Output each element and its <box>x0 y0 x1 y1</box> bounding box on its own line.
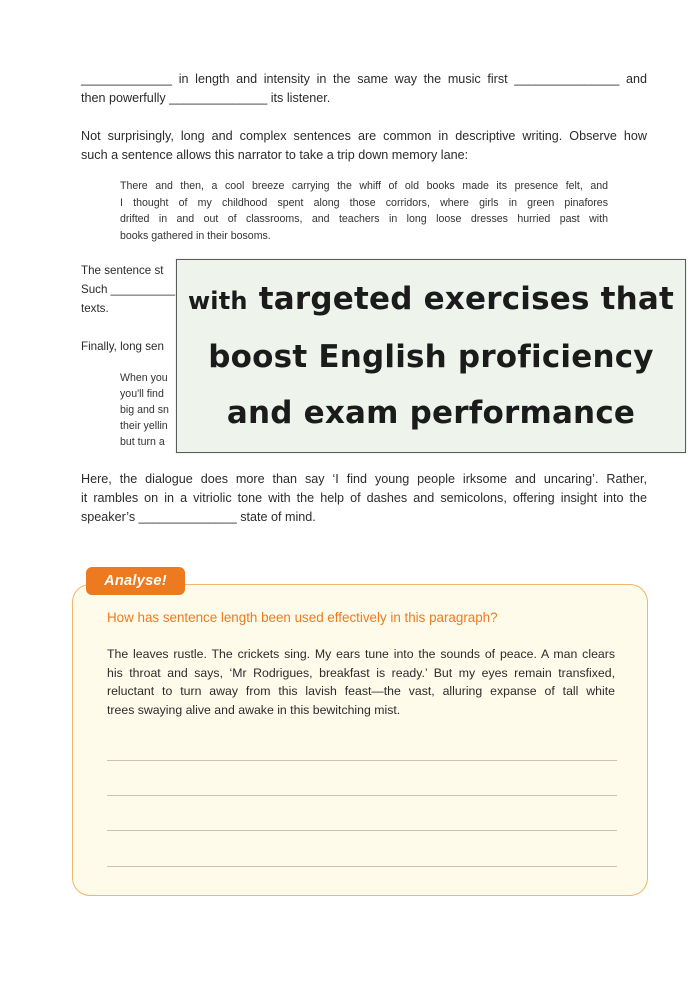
overlay-line-1-text: targeted exercises that <box>258 281 675 317</box>
analyse-question: How has sentence length been used effectively in this paragraph? <box>107 610 498 625</box>
memory-quote <box>120 178 608 244</box>
dialogue-quote-line-1: When you <box>120 372 168 384</box>
analyse-paragraph <box>107 645 615 719</box>
intro-line-1: _____________ in length and intensity in the same way the music first _______________ and <box>81 72 647 86</box>
dialogue-quote-line-3: big and sn <box>120 404 169 416</box>
sentence-para-line-2: Such __________ <box>81 283 176 296</box>
answer-line-4[interactable] <box>107 866 617 867</box>
overlay-with-word: with <box>187 287 248 315</box>
descriptive-paragraph <box>81 127 647 165</box>
promo-overlay-banner <box>176 259 686 453</box>
overlay-line-2: boost English proficiency <box>208 339 654 375</box>
answer-line-2[interactable] <box>107 795 617 796</box>
sentence-para-line-3: texts. <box>81 302 109 315</box>
intro-paragraph <box>81 70 647 108</box>
sentence-para-line-1: The sentence st <box>81 264 164 277</box>
intro-line-2: then powerfully ______________ its listener. <box>81 91 331 105</box>
analyse-line-2: his throat and says, ‘Mr Rodrigues, breakfast is ready.’ But my eyes remain transfixed, <box>107 665 615 680</box>
answer-line-3[interactable] <box>107 830 617 831</box>
memory-quote-line-4: books gathered in their bosoms. <box>120 229 271 242</box>
memory-quote-line-1: There and then, a cool breeze carrying the whiff of old books made its presence felt, and <box>120 180 608 192</box>
descriptive-line-1: Not surprisingly, long and complex sentences are common in descriptive writing. Observe how <box>81 129 647 143</box>
dialogue-quote-line-5: but turn a <box>120 436 165 448</box>
memory-quote-line-2: I thought of my childhood spent along those corridors, where girls in green pinafores <box>120 196 608 209</box>
answer-line-1[interactable] <box>107 760 617 761</box>
dialogue-line-3: speaker’s ______________ state of mind. <box>81 510 316 524</box>
dialogue-quote-line-2: you'll find <box>120 388 164 400</box>
dialogue-line-2: it rambles on in a vitriolic tone with the help of dashes and semicolons, offering insight into the <box>81 491 647 505</box>
memory-quote-line-3: drifted in and out of classrooms, and teachers in long loose dresses hurried past with <box>120 213 608 225</box>
dialogue-quote-line-4: their yellin <box>120 420 168 432</box>
analyse-activity-box <box>72 584 648 896</box>
analyse-tab-label: Analyse! <box>86 567 185 595</box>
overlay-line-3: and exam performance <box>226 395 636 431</box>
analyse-line-4: trees swaying alive and awake in this bewitching mist. <box>107 702 401 717</box>
finally-para-line-1: Finally, long sen <box>81 340 164 353</box>
analyse-line-1: The leaves rustle. The crickets sing. My ears tune into the sounds of peace. A man clears <box>107 647 615 661</box>
overlay-line-1 <box>188 271 674 329</box>
descriptive-line-2: such a sentence allows this narrator to take a trip down memory lane: <box>81 148 469 162</box>
analyse-line-3: reluctant to turn away from this lavish feast—the vast, alluring expanse of tall white <box>107 684 615 699</box>
dialogue-paragraph <box>81 470 647 527</box>
dialogue-line-1: Here, the dialogue does more than say ‘I find young people irksome and uncaring’. Rather, <box>81 472 647 486</box>
